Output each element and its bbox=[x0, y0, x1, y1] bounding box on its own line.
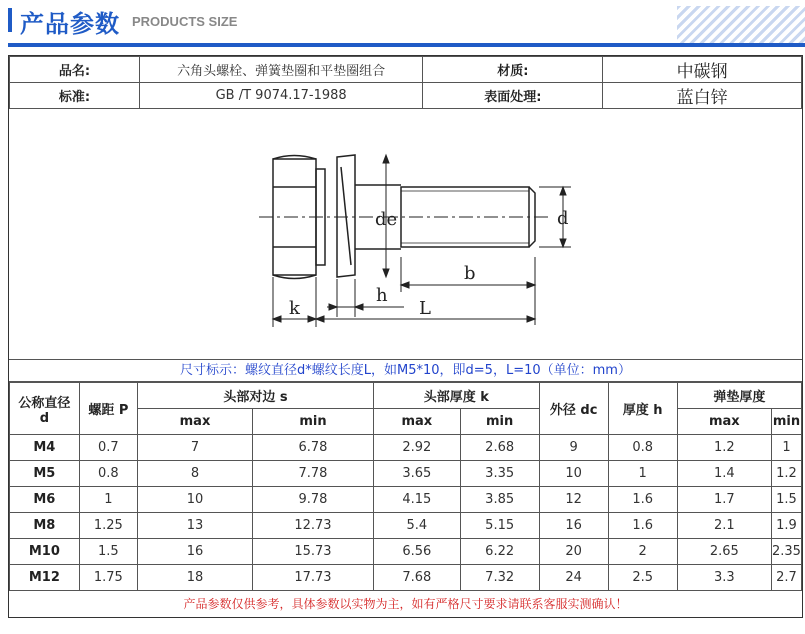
size-cell: M8 bbox=[10, 513, 80, 539]
table-row bbox=[10, 461, 802, 487]
table-cell: 0.8 bbox=[79, 461, 137, 487]
header-k-min: min bbox=[460, 409, 539, 435]
table-cell: 3.35 bbox=[460, 461, 539, 487]
info-row-name bbox=[10, 57, 802, 83]
table-cell: 1.6 bbox=[608, 513, 677, 539]
name-value: 六角头螺栓、弹簧垫圈和平垫圈组合 bbox=[139, 57, 423, 83]
size-cell: M5 bbox=[10, 461, 80, 487]
table-row bbox=[10, 513, 802, 539]
page-title: 产品参数 bbox=[20, 10, 120, 38]
table-cell: 1 bbox=[771, 435, 801, 461]
page-subtitle: PRODUCTS SIZE bbox=[132, 14, 238, 29]
technical-drawing bbox=[9, 107, 802, 360]
table-cell: 5.15 bbox=[460, 513, 539, 539]
header-s-max: max bbox=[138, 409, 253, 435]
table-cell: 6.22 bbox=[460, 539, 539, 565]
table-cell: 9.78 bbox=[252, 487, 373, 513]
table-cell: 16 bbox=[138, 539, 253, 565]
table-cell: 1 bbox=[608, 461, 677, 487]
table-cell: 1.75 bbox=[79, 565, 137, 591]
header-diameter bbox=[10, 383, 80, 435]
table-cell: 1.9 bbox=[771, 513, 801, 539]
material-value: 中碳钢 bbox=[603, 57, 802, 83]
page-header bbox=[0, 0, 805, 52]
table-cell: 1.5 bbox=[79, 539, 137, 565]
table-cell: 2.68 bbox=[460, 435, 539, 461]
table-cell: 6.78 bbox=[252, 435, 373, 461]
table-cell: 2.35 bbox=[771, 539, 801, 565]
label-L: L bbox=[419, 298, 431, 319]
table-cell: 17.73 bbox=[252, 565, 373, 591]
table-cell: 2 bbox=[608, 539, 677, 565]
spec-header-row-1 bbox=[10, 383, 802, 409]
dim-h-arrow-right bbox=[355, 304, 363, 310]
table-cell: 1.2 bbox=[677, 435, 771, 461]
label-de: de bbox=[375, 209, 398, 230]
table-cell: 7.78 bbox=[252, 461, 373, 487]
table-cell: 2.1 bbox=[677, 513, 771, 539]
spring-washer-split bbox=[341, 167, 351, 265]
dim-L-arrow-right bbox=[527, 316, 535, 322]
table-cell: 0.8 bbox=[608, 435, 677, 461]
label-b: b bbox=[464, 263, 476, 284]
standard-label: 标准: bbox=[10, 83, 140, 109]
header-thickness: 厚度 h bbox=[608, 383, 677, 435]
dim-d-arrow-top bbox=[560, 187, 566, 195]
size-cell: M6 bbox=[10, 487, 80, 513]
surface-value: 蓝白锌 bbox=[603, 83, 802, 109]
header-stripes-decoration bbox=[677, 6, 805, 43]
table-cell: 0.7 bbox=[79, 435, 137, 461]
label-k: k bbox=[289, 298, 300, 319]
table-cell: 12 bbox=[539, 487, 608, 513]
standard-value: GB /T 9074.17-1988 bbox=[139, 83, 423, 109]
info-row-standard bbox=[10, 83, 802, 109]
table-cell: 1.5 bbox=[771, 487, 801, 513]
table-cell: 10 bbox=[539, 461, 608, 487]
table-cell: 13 bbox=[138, 513, 253, 539]
header-k-max: max bbox=[373, 409, 460, 435]
table-cell: 1.4 bbox=[677, 461, 771, 487]
size-cell: M4 bbox=[10, 435, 80, 461]
dim-de-arrow-top bbox=[383, 155, 389, 163]
table-cell: 1.25 bbox=[79, 513, 137, 539]
table-cell: 8 bbox=[138, 461, 253, 487]
header-underline bbox=[8, 43, 805, 47]
table-cell: 18 bbox=[138, 565, 253, 591]
header-head-across: 头部对边 s bbox=[138, 383, 374, 409]
header-diameter-sub: d bbox=[39, 410, 50, 426]
table-cell: 7.32 bbox=[460, 565, 539, 591]
header-outer-dia: 外径 dc bbox=[539, 383, 608, 435]
table-cell: 3.65 bbox=[373, 461, 460, 487]
table-cell: 5.4 bbox=[373, 513, 460, 539]
table-cell: 3.3 bbox=[677, 565, 771, 591]
table-cell: 3.85 bbox=[460, 487, 539, 513]
table-cell: 7 bbox=[138, 435, 253, 461]
table-cell: 1 bbox=[79, 487, 137, 513]
header-pitch: 螺距 P bbox=[79, 383, 137, 435]
table-cell: 16 bbox=[539, 513, 608, 539]
table-cell: 9 bbox=[539, 435, 608, 461]
table-cell: 7.68 bbox=[373, 565, 460, 591]
table-cell: 4.15 bbox=[373, 487, 460, 513]
table-cell: 20 bbox=[539, 539, 608, 565]
table-row bbox=[10, 565, 802, 591]
dim-k-arrow-left bbox=[273, 316, 281, 322]
bolt-drawing-svg bbox=[9, 107, 802, 360]
name-label: 品名: bbox=[10, 57, 140, 83]
label-h: h bbox=[376, 285, 388, 306]
header-head-thick: 头部厚度 k bbox=[373, 383, 539, 409]
size-cell: M10 bbox=[10, 539, 80, 565]
material-label: 材质: bbox=[423, 57, 603, 83]
dim-b-arrow-right bbox=[527, 282, 535, 288]
table-cell: 10 bbox=[138, 487, 253, 513]
header-spring: 弹垫厚度 bbox=[677, 383, 801, 409]
product-info-table bbox=[9, 56, 802, 109]
surface-label: 表面处理: bbox=[423, 83, 603, 109]
table-cell: 1.2 bbox=[771, 461, 801, 487]
label-d: d bbox=[557, 208, 569, 229]
table-cell: 2.92 bbox=[373, 435, 460, 461]
header-spring-max: max bbox=[677, 409, 771, 435]
header-diameter-label: 公称直径 bbox=[18, 395, 71, 411]
table-cell: 6.56 bbox=[373, 539, 460, 565]
spec-body bbox=[10, 435, 802, 591]
table-row bbox=[10, 487, 802, 513]
table-cell: 2.7 bbox=[771, 565, 801, 591]
table-cell: 12.73 bbox=[252, 513, 373, 539]
table-cell: 1.6 bbox=[608, 487, 677, 513]
size-cell: M12 bbox=[10, 565, 80, 591]
table-cell: 24 bbox=[539, 565, 608, 591]
dim-L-arrow-left bbox=[316, 316, 324, 322]
table-cell: 15.73 bbox=[252, 539, 373, 565]
header-accent-bar bbox=[8, 8, 12, 32]
table-cell: 2.65 bbox=[677, 539, 771, 565]
header-spring-min: min bbox=[771, 409, 801, 435]
disclaimer-note: 产品参数仅供参考，具体参数以实物为主，如有严格尺寸要求请联系客服实测确认！ bbox=[183, 597, 628, 611]
table-cell: 2.5 bbox=[608, 565, 677, 591]
table-row bbox=[10, 435, 802, 461]
dim-b-arrow-left bbox=[401, 282, 409, 288]
table-row bbox=[10, 539, 802, 565]
spec-table bbox=[9, 382, 802, 591]
table-cell: 1.7 bbox=[677, 487, 771, 513]
dim-h-arrow-left bbox=[329, 304, 337, 310]
header-s-min: min bbox=[252, 409, 373, 435]
dimension-caption: 尺寸标示：螺纹直径d*螺纹长度L，如M5*10，即d=5，L=10（单位：mm） bbox=[9, 360, 802, 382]
dim-de-arrow-bottom bbox=[383, 269, 389, 277]
dim-d-arrow-bottom bbox=[560, 239, 566, 247]
